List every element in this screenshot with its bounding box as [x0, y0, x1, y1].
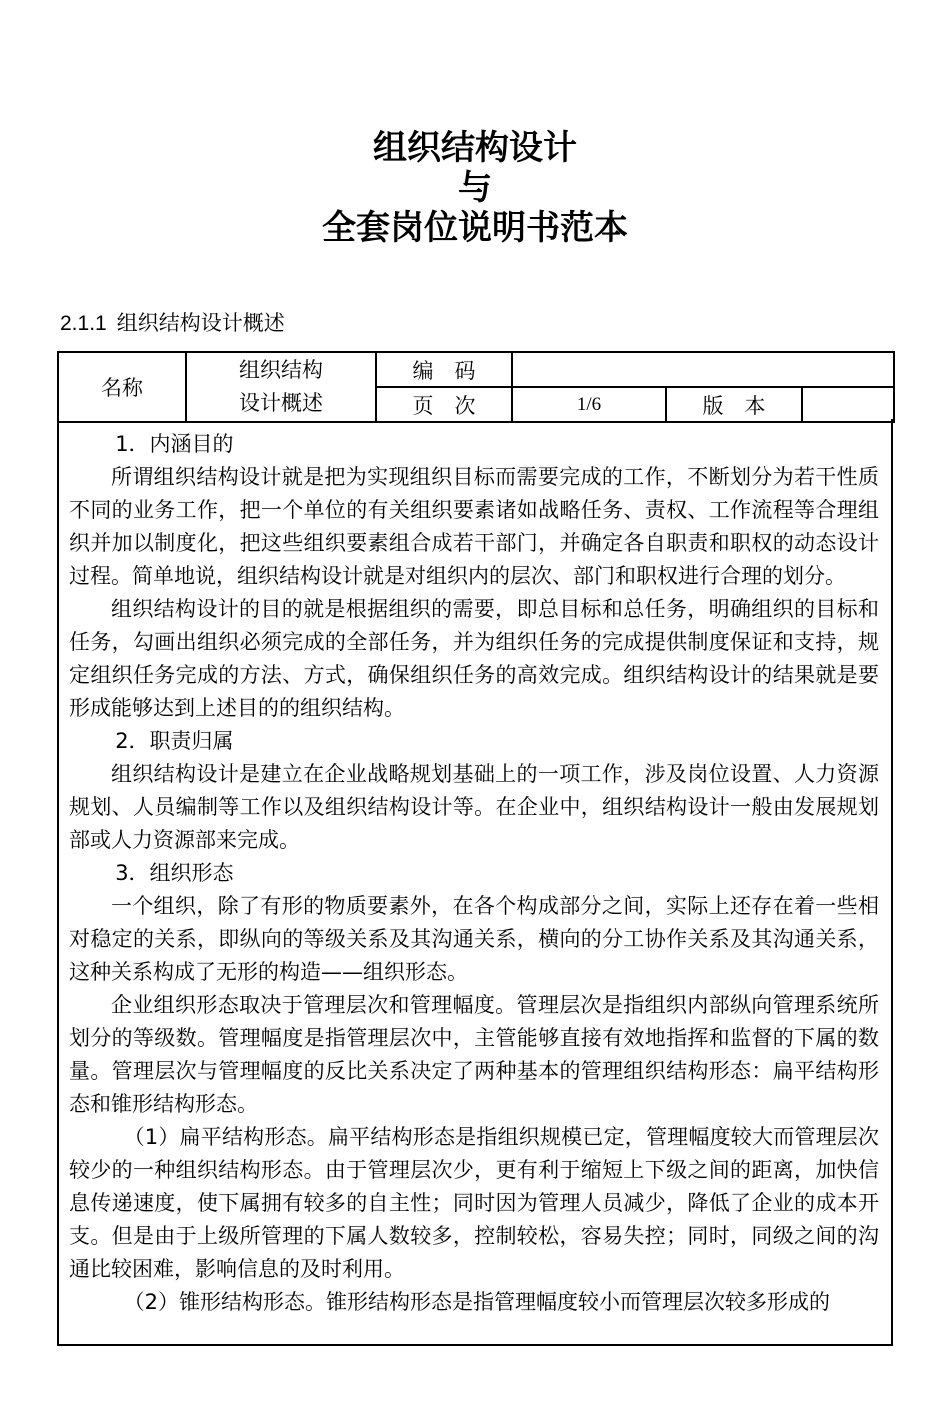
content-heading: 1．内涵目的 [115, 432, 234, 456]
page-label-cell: 页 次 [376, 387, 512, 422]
section-number: 2.1.1 [60, 312, 107, 335]
name-value-line-1: 组织结构 [239, 358, 323, 382]
content-paragraph: 组织结构设计的目的就是根据组织的需要，即总目标和总任务，明确组织的目标和任务，勾画出组织必须完成的全部任务，并为组织任务的完成提供制度保证和支持，规定组织任务完成的方法、方式，确保组织任务的高效完成。组织结构设计的结果就是要形成能够达到上述目的的组织结构。 [69, 597, 879, 720]
version-value-cell [802, 387, 894, 422]
code-label-cell: 编 码 [376, 352, 512, 387]
document-meta-table [57, 351, 895, 423]
document-title-line-1: 组织结构设计 [373, 128, 577, 168]
content-heading: 3．组织形态 [115, 861, 234, 885]
document-title-line-2: 与 [458, 168, 492, 208]
code-value-cell [512, 352, 894, 387]
content-paragraph: 所谓组织结构设计就是把为实现组织目标而需要完成的工作，不断划分为若干性质不同的业务工作，把一个单位的有关组织要素诸如战略任务、责权、工作流程等合理组织并加以制度化，把这些组织要素组合成若干部门，并确定各自职责和职权的动态设计过程。简单地说，组织结构设计就是对组织内的层次、部门和职权进行合理的划分。 [69, 465, 879, 588]
content-paragraph: 企业组织形态取决于管理层次和管理幅度。管理层次是指组织内部纵向管理系统所划分的等级数。管理幅度是指管理层次中，主管能够直接有效地指挥和监督的下属的数量。管理层次与管理幅度的反比关系决定了两种基本的管理组织结构形态：扁平结构形态和锥形结构形态。 [69, 993, 879, 1116]
document-title-line-3: 全套岗位说明书范本 [322, 208, 628, 248]
content-paragraph: 一个组织，除了有形的物质要素外，在各个构成部分之间，实际上还存在着一些相对稳定的关系，即纵向的等级关系及其沟通关系，横向的分工协作关系及其沟通关系，这种关系构成了无形的构造——组织形态。 [69, 894, 879, 984]
name-value-line-2: 设计概述 [239, 391, 323, 415]
content-paragraph: 组织结构设计是建立在企业战略规划基础上的一项工作，涉及岗位设置、人力资源规划、人员编制等工作以及组织结构设计等。在企业中，组织结构设计一般由发展规划部或人力资源部来完成。 [69, 762, 879, 852]
content-paragraph: （1）扁平结构形态。扁平结构形态是指组织规模已定，管理幅度较大而管理层次较少的一种组织结构形态。由于管理层次少，更有利于缩短上下级之间的距离，加快信息传递速度，使下属拥有较多的自主性；同时因为管理人员减少，降低了企业的成本开支。但是由于上级所管理的下属人数较多，控制较松，容易失控；同时，同级之间的沟通比较困难，影响信息的及时利用。 [69, 1125, 879, 1281]
content-body [69, 428, 879, 1319]
name-label-cell: 名称 [58, 352, 186, 422]
version-label-cell: 版 本 [666, 387, 802, 422]
content-paragraph: （2）锥形结构形态。锥形结构形态是指管理幅度较小而管理层次较多形成的 [123, 1290, 830, 1314]
section-heading [60, 308, 285, 339]
section-label: 组织结构设计概述 [116, 311, 285, 335]
content-heading: 2．职责归属 [115, 729, 234, 753]
page-value-cell: 1/6 [512, 387, 666, 422]
name-value-cell [186, 352, 376, 422]
